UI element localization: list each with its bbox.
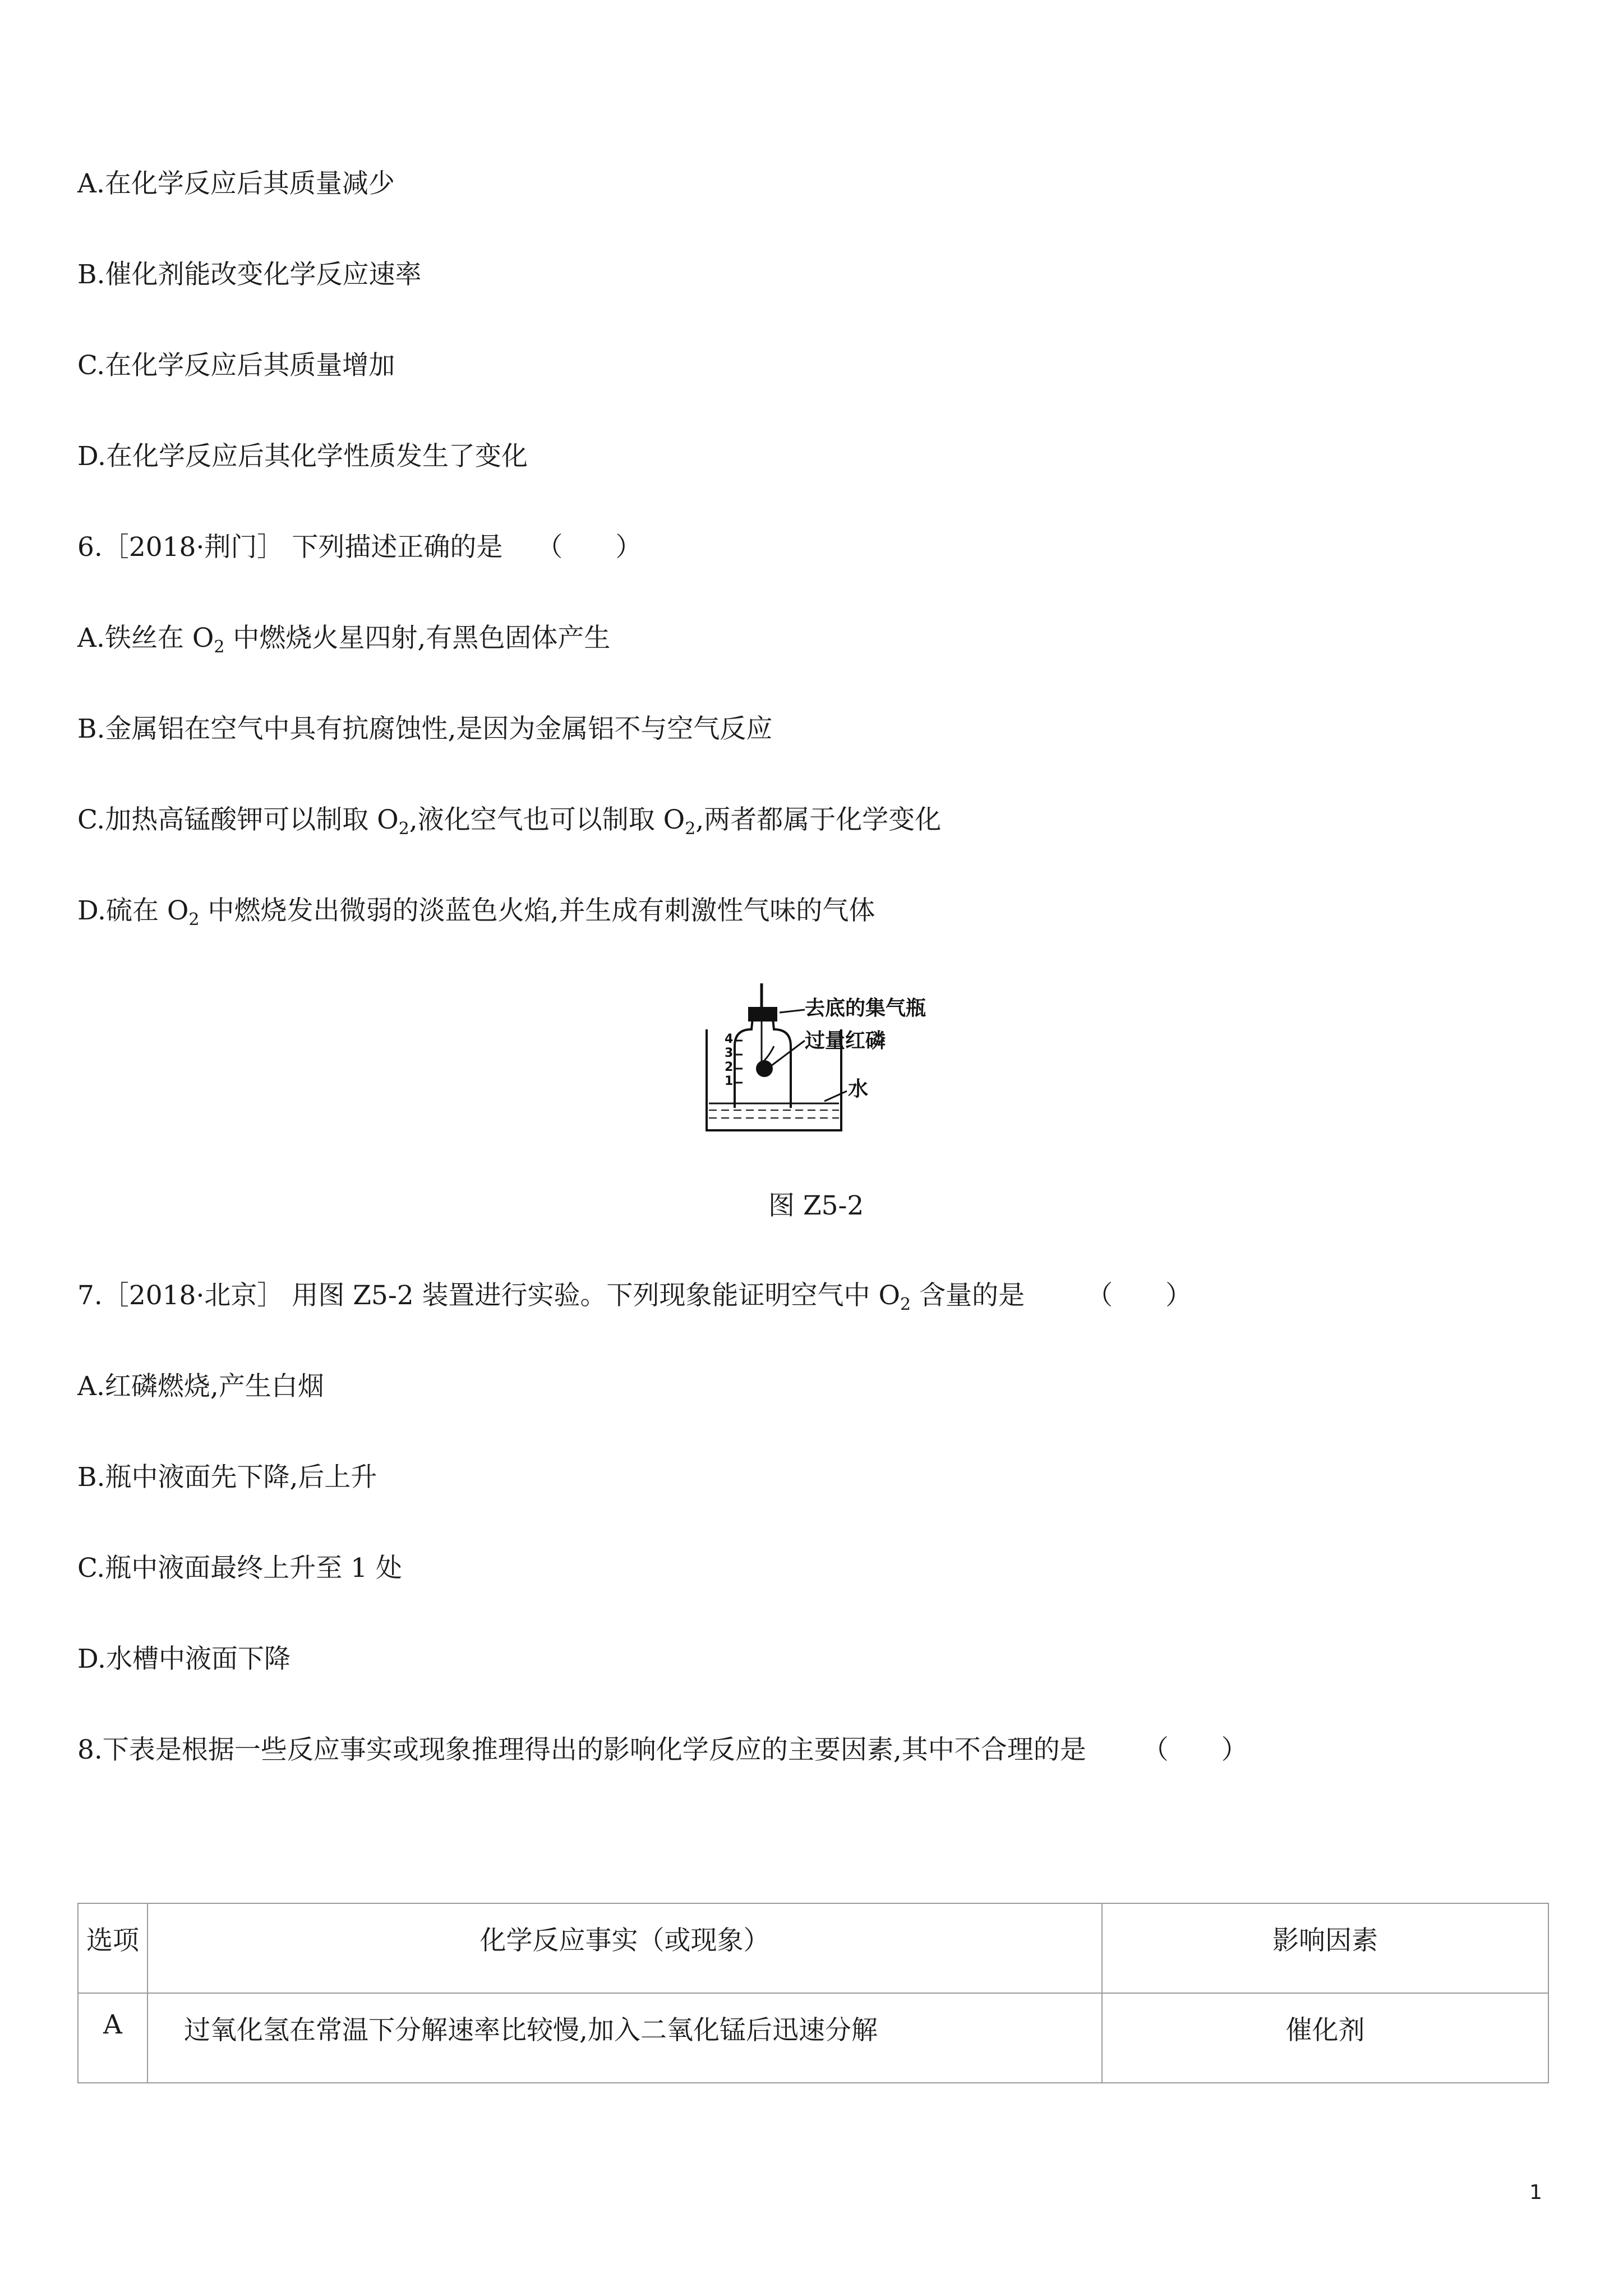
q6-option-d	[77, 894, 875, 937]
table-row	[78, 1993, 1548, 2083]
label-bottle: 去底的集气瓶	[805, 997, 926, 1020]
header-option: 选项	[78, 1903, 147, 1993]
label-phosphorus: 过量红磷	[805, 1029, 886, 1052]
q7-option-b: B.瓶中液面先下降,后上升	[77, 1462, 377, 1493]
q8-stem	[77, 1733, 1248, 1767]
q7-option-c: C.瓶中液面最终上升至 1 处	[77, 1553, 403, 1584]
page-number: 1	[1529, 2181, 1542, 2204]
answer-paren: （ ）	[1086, 1280, 1192, 1311]
text: 7.［2018·北京］ 用图 Z5-2 装置进行实验。下列现象能证明空气中 O	[77, 1280, 901, 1311]
figure-caption: 图 Z5-2	[768, 1190, 864, 1221]
q6-stem-text: 6.［2018·荆门］ 下列描述正确的是	[77, 532, 503, 563]
q5-option-d: D.在化学反应后其化学性质发生了变化	[77, 441, 528, 472]
answer-paren: （ ）	[536, 532, 642, 563]
mark-4: 4	[725, 1032, 734, 1046]
leader-water	[824, 1091, 847, 1101]
text: ,两者都属于化学变化	[695, 804, 942, 835]
text: 含量的是	[911, 1280, 1025, 1311]
table-header-row	[78, 1903, 1548, 1993]
q6-option-b: B.金属铝在空气中具有抗腐蚀性,是因为金属铝不与空气反应	[77, 714, 773, 744]
label-water: 水	[848, 1078, 869, 1101]
mark-1: 1	[725, 1074, 734, 1088]
cell-fact: 过氧化氢在常温下分解速率比较慢,加入二氧化锰后迅速分解	[147, 1993, 1102, 2083]
q5-option-c: C.在化学反应后其质量增加	[77, 350, 395, 381]
q6-stem	[77, 531, 642, 564]
mark-2: 2	[725, 1060, 734, 1074]
subscript: 2	[398, 819, 409, 839]
subscript: 2	[685, 819, 696, 839]
red-phosphorus	[756, 1060, 773, 1077]
graduation-ticks	[736, 1041, 743, 1083]
subscript: 2	[188, 910, 200, 930]
subscript: 2	[900, 1295, 911, 1314]
q7-stem	[77, 1279, 1192, 1322]
q7-option-a: A.红磷燃烧,产生白烟	[77, 1371, 324, 1402]
q5-option-a: A.在化学反应后其质量减少	[77, 168, 395, 199]
subscript: 2	[214, 637, 225, 657]
q6-option-a	[77, 622, 610, 664]
leader-bottle	[780, 1010, 805, 1013]
factor-table	[77, 1903, 1549, 2083]
text: 中燃烧发出微弱的淡蓝色火焰,并生成有刺激性气味的气体	[199, 895, 875, 926]
text: 8.下表是根据一些反应事实或现象推理得出的影响化学反应的主要因素,其中不合理的是	[77, 1734, 1086, 1765]
q5-option-b: B.催化剂能改变化学反应速率	[77, 259, 422, 290]
q6-option-c	[77, 803, 941, 846]
text: C.加热高锰酸钾可以制取 O	[77, 804, 399, 835]
text: ,液化空气也可以制取 O	[409, 804, 685, 835]
header-factor: 影响因素	[1102, 1903, 1548, 1993]
text: A.铁丝在 O	[77, 623, 214, 654]
stopper	[749, 1008, 776, 1020]
mark-3: 3	[725, 1046, 734, 1060]
text: 中燃烧火星四射,有黑色固体产生	[224, 623, 611, 654]
header-fact: 化学反应事实（或现象）	[147, 1903, 1102, 1993]
q7-option-d: D.水槽中液面下降	[77, 1644, 291, 1674]
leader-phosphorus	[771, 1041, 805, 1066]
text: D.硫在 O	[77, 895, 189, 926]
apparatus-diagram	[690, 979, 948, 1147]
cell-factor: 催化剂	[1102, 1993, 1548, 2083]
cell-option: A	[78, 1993, 147, 2083]
answer-paren: （ ）	[1142, 1734, 1248, 1765]
